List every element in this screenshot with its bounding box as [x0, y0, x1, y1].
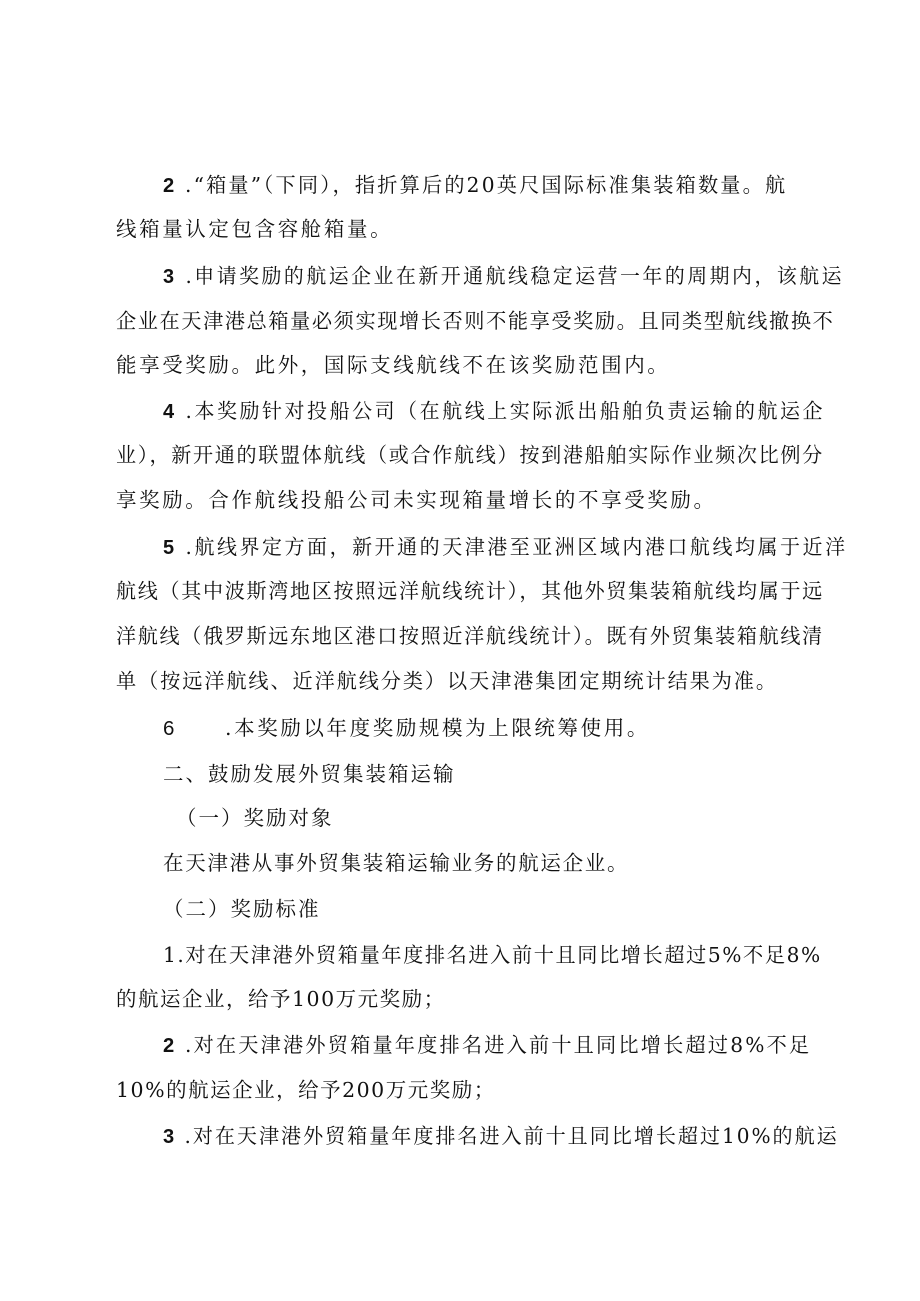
item3-line2: 企业在天津港总箱量必须实现增长否则不能享受奖励。且同类型航线撤换不 [116, 309, 835, 333]
item6-text: .本奖励以年度奖励规模为上限统筹使用。 [225, 716, 650, 740]
item4-text: .本奖励针对投船公司（在航线上实际派出船舶负责运输的航运企 [176, 399, 826, 423]
item2-line1 [163, 173, 787, 198]
std2-line1 [163, 1033, 811, 1058]
item3-number: 3 [163, 265, 177, 288]
item2-number: 2 [163, 174, 177, 197]
std1-line2: 的航运企业，给予100万元奖励； [116, 987, 446, 1011]
item3-line1 [163, 264, 844, 289]
std3-text: .对在天津港外贸箱量年度排名进入前十且同比增长超过10%的航运 [176, 1124, 839, 1148]
sub1-heading: （一）奖励对象 [176, 806, 334, 830]
item4-number: 4 [163, 400, 177, 423]
item4-line3: 享奖励。合作航线投船公司未实现箱量增长的不享受奖励。 [116, 488, 717, 512]
item5-line2: 航线（其中波斯湾地区按照远洋航线统计），其他外贸集装箱航线均属于远 [116, 579, 824, 603]
item5-text: .航线界定方面，新开通的天津港至亚洲区域内港口航线均属于近洋 [176, 535, 848, 559]
item5-line3: 洋航线（俄罗斯远东地区港口按照近洋航线统计）。既有外贸集装箱航线清 [116, 624, 824, 648]
item2-line2: 线箱量认定包含容舱箱量。 [116, 217, 394, 241]
std3-line1 [163, 1124, 839, 1149]
item2-text: .“箱量”（下同），指折算后的20英尺国际标准集装箱数量。航 [176, 173, 788, 197]
item5-line4: 单（按远洋航线、近洋航线分类）以天津港集团定期统计结果为准。 [116, 669, 778, 693]
std2-line2: 10%的航运企业，给予200万元奖励； [116, 1078, 496, 1102]
item5-number: 5 [163, 536, 177, 559]
item5-line1 [163, 535, 848, 560]
section2-heading: 二、鼓励发展外贸集装箱运输 [163, 762, 456, 786]
sub2-heading: （二）奖励标准 [163, 897, 321, 921]
std3-number: 3 [163, 1125, 177, 1148]
std2-number: 2 [163, 1034, 177, 1057]
item3-text: .申请奖励的航运企业在新开通航线稳定运营一年的周期内，该航运 [176, 264, 845, 288]
item3-line3: 能享受奖励。此外，国际支线航线不在该奖励范围内。 [116, 353, 671, 377]
std1-line1: 1.对在天津港外贸箱量年度排名进入前十且同比增长超过5%不足8% [163, 943, 822, 967]
item4-line1 [163, 399, 825, 424]
item6-number: 6 [163, 717, 178, 740]
item6-line1 [163, 716, 650, 741]
sub1-text: 在天津港从事外贸集装箱运输业务的航运企业。 [163, 851, 630, 875]
std2-text: .对在天津港外贸箱量年度排名进入前十且同比增长超过8%不足 [176, 1033, 812, 1057]
item4-line2: 业），新开通的联盟体航线（或合作航线）按到港船舶实际作业频次比例分 [116, 443, 824, 467]
